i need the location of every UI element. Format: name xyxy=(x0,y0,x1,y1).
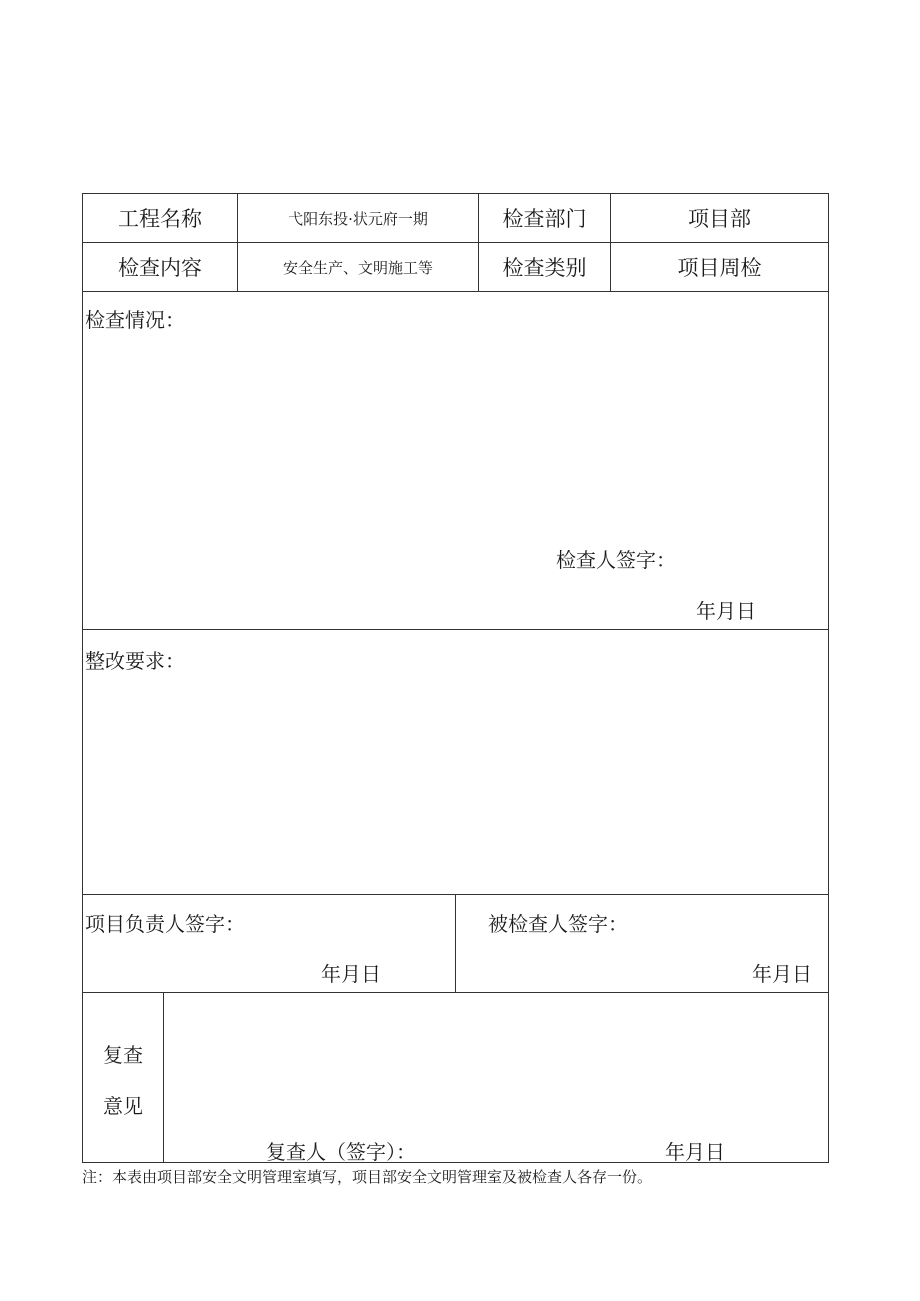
inspected-sign-label: 被检查人签字： xyxy=(488,912,628,936)
manager-sign-label: 项目负责人签字： xyxy=(85,912,245,936)
signatures-section xyxy=(83,895,828,993)
inspect-type-label: 检查类别 xyxy=(478,243,610,291)
review-section xyxy=(83,993,828,1162)
review-label-line1: 复查 xyxy=(103,1043,143,1067)
inspected-sign-date: 年月日 xyxy=(752,962,812,986)
header-row-1 xyxy=(83,194,828,243)
inspect-content-label: 检查内容 xyxy=(118,256,202,280)
inspect-type-value: 项目周检 xyxy=(610,243,828,291)
footer-note: 注：本表由项目部安全文明管理室填写，项目部安全文明管理室及被检查人各存一份。 xyxy=(82,1168,653,1186)
inspection-section xyxy=(83,292,828,630)
manager-sign-date: 年月日 xyxy=(321,962,381,986)
review-label-line2: 意见 xyxy=(103,1094,143,1118)
inspect-dept-label: 检查部门 xyxy=(478,194,610,242)
reviewer-sign-label: 复查人（签字）： xyxy=(266,1140,416,1164)
inspection-label: 检查情况： xyxy=(85,308,185,332)
rectification-section xyxy=(83,630,828,895)
project-name-label: 工程名称 xyxy=(118,207,202,231)
header-row-2 xyxy=(83,243,828,292)
project-name-value: 弋阳东投·状元府一期 xyxy=(237,194,478,242)
inspector-sign-label: 检查人签字： xyxy=(556,548,676,572)
rectification-label: 整改要求： xyxy=(85,649,185,673)
manager-sign-cell xyxy=(83,895,455,992)
review-label-cell xyxy=(83,993,163,1162)
review-content-cell xyxy=(163,993,828,1162)
inspect-content-value: 安全生产、文明施工等 xyxy=(237,243,478,291)
inspected-sign-cell xyxy=(455,895,828,992)
inspection-form xyxy=(82,193,829,1163)
inspect-dept-value: 项目部 xyxy=(610,194,828,242)
review-date: 年月日 xyxy=(665,1140,725,1164)
inspection-date: 年月日 xyxy=(696,599,756,623)
